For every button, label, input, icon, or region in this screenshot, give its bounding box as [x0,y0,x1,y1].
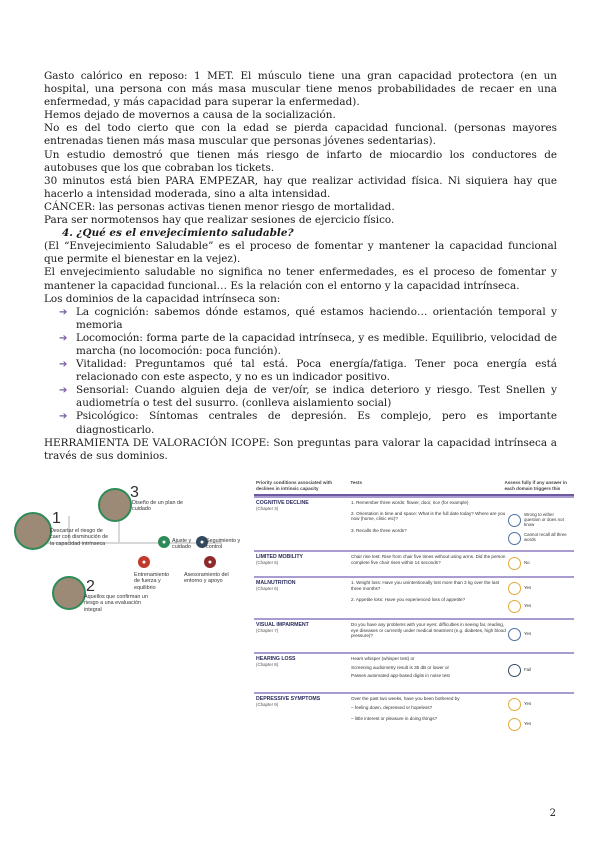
condition-title: DEPRESSIVE SYMPTOMS [256,696,321,702]
page-body [44,70,557,463]
test-item: Do you have any problems with your eyes: difficulties in seeing far, reading, eye diseases or currently under medical treatment (e.g. diabetes, high blood pressure)? [351,622,506,639]
node-label: Seguimiento y control [206,538,241,551]
list-item-text: Vitalidad: Preguntamos qué tal está. Poca energía/fatiga. Tener poca energía está relacionado con este aspecto, y no es un indicador positivo. [76,358,557,384]
table-row [254,692,574,736]
arrow-icon: ➔ [59,306,68,318]
answer-text: Wrong to either question or does not know [524,512,564,528]
paragraphs-top [44,70,557,227]
photo-circle [52,576,86,610]
table-row [254,618,574,652]
table-row [254,652,574,692]
photo-circle [14,512,52,550]
node-icon: ● [138,556,150,568]
node-label: Entrenamiento de fuerza y equilibrio [134,572,170,591]
column-header: Assess fully if any answer in each domain triggers this [504,480,567,491]
node-icon: ● [158,536,170,548]
answer-circle [508,698,521,711]
condition-title: COGNITIVE DECLINE [256,500,309,506]
paragraph: HERRAMIENTA DE VALORACIÓN ICOPE: Son preguntas para valorar la capacidad intrínseca a través de sus dominios. [44,436,557,462]
test-item: 2. Appetite loss: Have you experienced loss of appetite? [351,597,466,603]
table-row [254,496,574,550]
test-item: Screening audiometry result is 35 dB or lower or [351,664,450,670]
answer-text: Fail [524,667,532,672]
paragraph: CÁNCER: las personas activas tienen menor riesgo de mortalidad. [44,200,395,213]
domain-list [44,306,557,437]
condition-chapter: (Chapter 5) [256,560,279,565]
list-item [44,306,557,332]
arrow-icon: ➔ [59,359,68,371]
column-header: Tests [350,480,363,485]
answer-text: Yes [524,631,532,636]
answer-text: Yes [524,701,532,706]
node-label: Asesoramiento del entorno y apoyo [184,572,229,585]
table-row [254,576,574,618]
answer-circle [508,582,521,595]
answer-text: Yes [524,721,532,726]
condition-title: HEARING LOSS [256,656,296,662]
test-item: Chair rise test: Rise from chair five times without using arms. Did the person complete five chair rises within 14 seconds? [351,554,506,565]
test-item: – feeling down, depressed or hopeless? [351,704,433,710]
condition-title: LIMITED MOBILITY [256,554,303,560]
test-item: – little interest or pleasure in doing things? [351,716,438,722]
paragraph: Un estudio demostró que tienen más riesgo de infarto de miocardio los conductores de autobuses que los que cobraban los tickets. [44,148,557,174]
arrow-icon: ➔ [59,332,68,344]
answer-text: Cannot recall all three words [524,532,567,543]
node-label: Ajuste y cuidado [172,538,192,551]
answer-circle [508,664,521,677]
condition-chapter: (Chapter 6) [256,586,279,591]
paragraph: No es del todo cierto que con la edad se pierda capacidad funcional. (personas mayores entrenadas tienen más masa muscular que personas jóvenes sedentarias). [44,122,557,148]
condition-chapter: (Chapter 7) [256,628,279,633]
icope-pathway-figure [8,480,240,620]
arrow-icon: ➔ [59,411,68,423]
section-heading: 4. ¿Qué es el envejecimiento saludable? [62,227,294,240]
table-header [254,480,574,496]
arrow-icon: ➔ [59,385,68,397]
node-icon: ● [196,536,208,548]
list-item-text: Locomoción: forma parte de la capacidad intrínseca, y es medible. Equilibrio, velocidad de marcha (no locomoción: poca función). [76,331,557,357]
paragraph: Gasto calórico en reposo: 1 MET. El músculo tiene una gran capacidad protectora (en un hospital, una persona con más masa muscular tiene menos probabilidades de recaer en una enfermedad, y más capacidad para superar la enfermedad). [44,70,557,109]
answer-circle [508,628,521,641]
answer-text: Yes [524,585,532,590]
list-item-text: Sensorial: Cuando alguien deja de ver/oír, se indica deterioro y riesgo. Test Snellen y audiometría o test del susurro. (conlleva aislamiento social) [76,384,557,410]
paragraph: Hemos dejado de movernos a causa de la socialización. [44,109,336,122]
step-label: Descartar el riesgo de caer con disminución de la capacidad intrínseca [50,528,109,547]
page-number: 2 [549,808,556,819]
condition-chapter: (Chapter 3) [256,506,279,511]
condition-title: MALNUTRITION [256,580,296,586]
step-number: 3 [130,484,139,501]
photo-circle [98,488,132,522]
test-item: 2. Orientation in time and space: What is the full date today? Where are you now (home, clinic etc)? [351,510,506,522]
paragraph: (El “Envejecimiento Saludable” es el proceso de fomentar y mantener la capacidad funcional que permite el bienestar en la vejez). [44,240,557,266]
step-label: Aquellos que confirman un riesgo a una evaluación integral [84,594,148,613]
paragraph: El envejecimiento saludable no significa no tener enfermedades, es el proceso de fomentar y mantener la capacidad funcional… Es la relación con el entorno y la capacidad intrínseca. [44,266,557,292]
test-item: 1. Remember three words: flower, door, rice (for example) [351,500,469,505]
answer-text: Yes [524,603,532,608]
test-item: Over the past two weeks, have you been bothered by [351,696,460,701]
paragraph: 30 minutos está bien PARA EMPEZAR, hay que realizar actividad física. Ni siquiera hay que hacerlo a intensidad moderada, sino a alta intensidad. [44,174,557,200]
step-number: 2 [86,578,95,595]
paragraph: Los dominios de la capacidad intrínseca son: [44,292,281,305]
test-item: 1. Weight loss: Have you unintentionally lost more than 3 kg over the last three months? [351,580,500,591]
answer-circle [508,557,521,570]
condition-chapter: (Chapter 9) [256,702,279,707]
list-item [44,384,557,410]
answer-circle [508,718,521,731]
list-item-text: Psicológico: Síntomas centrales de depresión. Es complejo, pero es importante diagnosticarlo. [76,410,557,436]
test-item: 3. Recalls the three words? [351,527,407,533]
test-item: Hears whisper (whisper test) or [351,656,415,661]
list-item-text: La cognición: sabemos dónde estamos, qué estamos haciendo… orientación temporal y memoria [76,305,557,331]
answer-text: No [524,560,530,565]
condition-chapter: (Chapter 8) [256,662,279,667]
list-item [44,332,557,358]
list-item [44,358,557,384]
condition-title: VISUAL IMPAIRMENT [256,622,309,628]
icope-screening-table [254,480,574,736]
column-header: Priority conditions associated with declines in intrinsic capacity [256,480,333,491]
step-label: Diseño de un plan de cuidado [132,500,183,513]
test-item: Passes automated app-based digits in noise test [351,673,450,679]
list-item [44,410,557,436]
node-icon: ● [204,556,216,568]
step-number: 1 [52,510,61,527]
answer-circle [508,600,521,613]
table-row [254,550,574,576]
answer-circle [508,532,521,545]
paragraph: Para ser normotensos hay que realizar sesiones de ejercicio físico. [44,214,395,227]
answer-circle [508,514,521,527]
